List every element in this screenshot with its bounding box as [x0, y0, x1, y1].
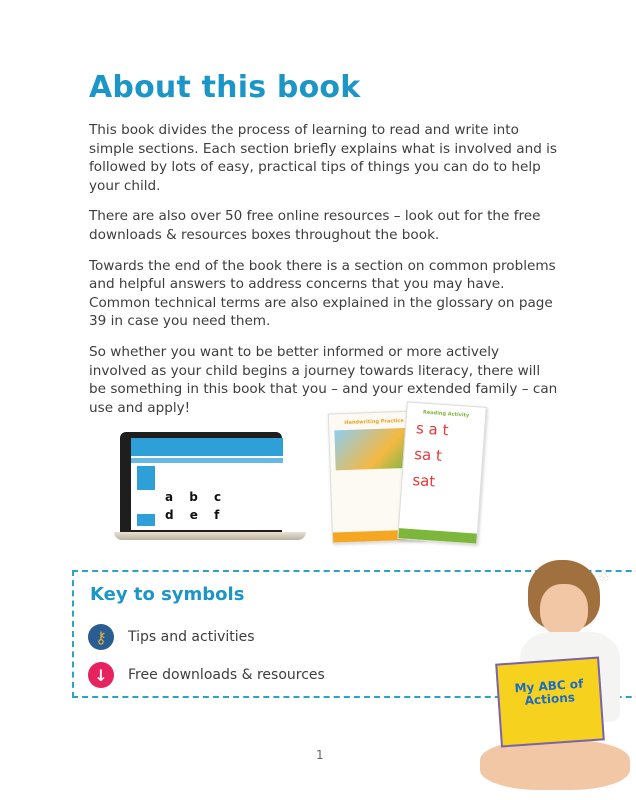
intro-text [89, 121, 559, 429]
handwriting-worksheet: Handwriting Practice [328, 410, 424, 543]
worksheets-image [330, 404, 485, 544]
child-reading-photo [470, 560, 636, 800]
paragraph: There are also over 50 free online resources – look out for the free downloads & resources boxes throughout the book. [89, 208, 541, 243]
key-title: Key to symbols [90, 584, 245, 605]
alphabet-letters: a b c d e f [165, 490, 228, 522]
page-title: About this book [89, 70, 361, 105]
laptop-screen [131, 438, 283, 530]
laptop-base [114, 532, 306, 540]
flower-clip-icon: ✿ [598, 568, 610, 584]
picture-book: My ABC of Actions [495, 656, 605, 747]
child-legs [480, 740, 630, 790]
website-nav [131, 458, 283, 463]
child-face [540, 584, 588, 636]
website-sidebar [137, 466, 155, 526]
paragraph: Towards the end of the book there is a section on common problems and helpful answers to address concerns that you may have. Common technical terms are also explained in the glossary on page 39 in case you need them. [89, 257, 556, 330]
laptop-bezel [120, 432, 282, 534]
page-number: 1 [316, 748, 324, 762]
website-header [131, 438, 283, 456]
key-icon: ⚷ [88, 624, 114, 650]
paragraph: This book divides the process of learning to read and write into simple sections. Each section briefly explains what is involved and is followed by lots of easy, practical tips of things you can do to help your child. [89, 122, 558, 194]
key-item-downloads [88, 662, 325, 688]
download-icon: ↓ [88, 662, 114, 688]
key-item-label: Free downloads & resources [128, 667, 325, 683]
reading-worksheet: Reading Activity s a t sa t sat [397, 401, 486, 544]
paragraph: So whether you want to be better informed or more actively involved as your child begins a journey towards literacy, there will be something in this book that you – and your extended family – can use and apply! [89, 343, 558, 416]
key-item-tips [88, 624, 255, 650]
key-item-label: Tips and activities [128, 629, 255, 645]
worksheet-footer [398, 528, 477, 543]
laptop-image [114, 432, 306, 547]
